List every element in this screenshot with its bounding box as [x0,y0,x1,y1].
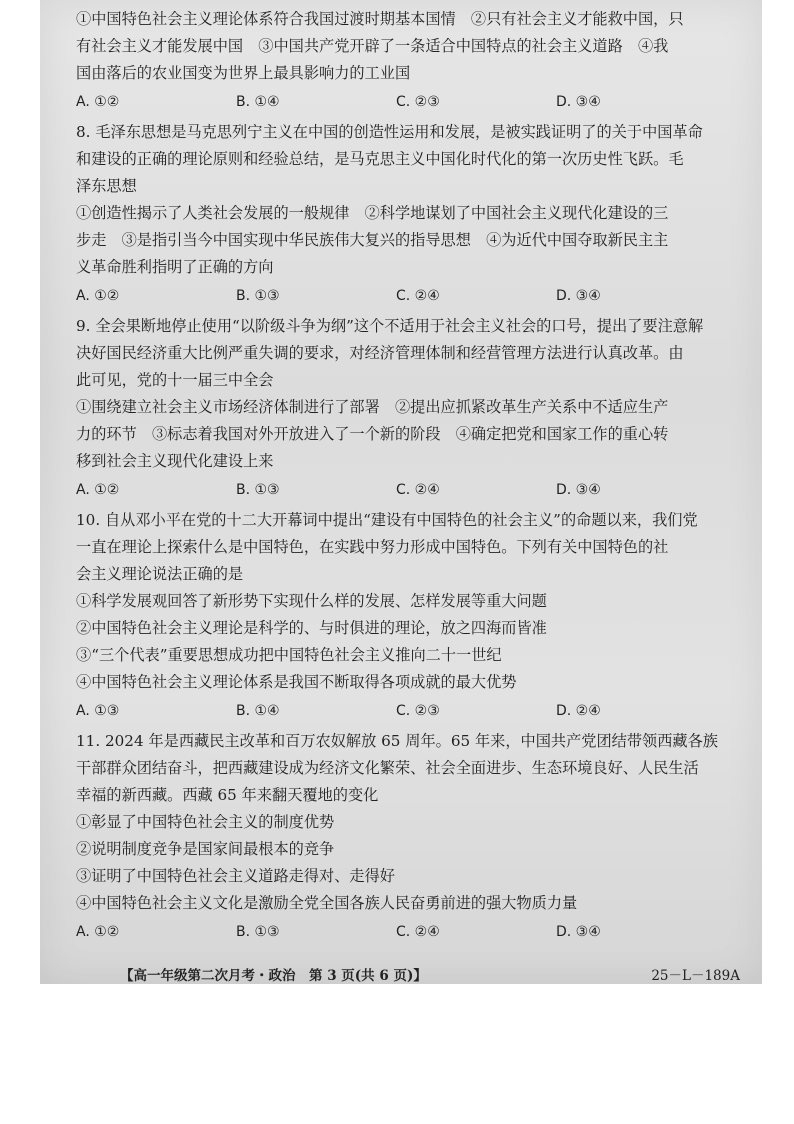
question-10 [76,507,746,724]
option-d: D. ②④ [556,703,601,719]
question-line: ①科学发展观回答了新形势下实现什么样的发展、怎样发展等重大问题 [76,592,547,610]
question-line: 移到社会主义现代化建设上来 [76,452,274,470]
question-line: 决好国民经济重大比例严重失调的要求，对经济管理体制和经营管理方法进行认真改革。由 [76,344,684,362]
option-d: D. ③④ [556,482,601,498]
option-b: B. ①④ [236,94,280,110]
question-line: 幸福的新西藏。西藏 65 年来翻天覆地的变化 [76,786,379,804]
option-b: B. ①③ [236,482,280,498]
option-a: A. ①② [76,94,120,110]
question-7-continued [76,6,746,115]
question-line: ①彰显了中国特色社会主义的制度优势 [76,813,335,831]
question-line: 步走 ③是指引当今中国实现中华民族伟大复兴的指导思想 ④为近代中国夺取新民主主 [76,231,669,249]
option-c: C. ②③ [396,703,440,719]
question-line: 11. 2024 年是西藏民主改革和百万农奴解放 65 周年。65 年来，中国共产党团结带领西藏各族 [76,732,718,750]
question-line: 国由落后的农业国变为世界上最具影响力的工业国 [76,64,411,82]
question-line: ③“三个代表”重要思想成功把中国特色社会主义推向二十一世纪 [76,646,502,664]
option-c: C. ②④ [396,924,440,940]
question-line: 一直在理论上探索什么是中国特色，在实践中努力形成中国特色。下列有关中国特色的社 [76,538,669,556]
option-c: C. ②④ [396,482,440,498]
question-line: ①中国特色社会主义理论体系符合我国过渡时期基本国情 ②只有社会主义才能救中国，只 [76,10,684,28]
question-9 [76,313,746,503]
option-b: B. ①③ [236,288,280,304]
option-b: B. ①④ [236,703,280,719]
footer-title: 【高一年级第二次月考・政治 第 3 页(共 6 页)】 [120,968,427,984]
question-11 [76,728,746,945]
option-a: A. ①② [76,288,120,304]
question-line: 会主义理论说法正确的是 [76,565,244,583]
question-line: ③证明了中国特色社会主义道路走得对、走得好 [76,867,395,885]
question-line: ①围绕建立社会主义市场经济体制进行了部署 ②提出应抓紧改革生产关系中不适应生产 [76,398,669,416]
answer-options [76,283,716,309]
question-line: 义革命胜利指明了正确的方向 [76,258,274,276]
question-line: 此可见，党的十一届三中全会 [76,371,274,389]
option-a: A. ①② [76,924,120,940]
answer-options [76,89,716,115]
answer-options [76,477,716,503]
option-a: A. ①② [76,482,120,498]
answer-options [76,698,716,724]
question-line: 有社会主义才能发展中国 ③中国共产党开辟了一条适合中国特点的社会主义道路 ④我 [76,37,669,55]
question-line: ④中国特色社会主义文化是激励全党全国各族人民奋勇前进的强大物质力量 [76,894,578,912]
option-a: A. ①③ [76,703,120,719]
question-line: ②中国特色社会主义理论是科学的、与时俱进的理论，放之四海而皆准 [76,619,547,637]
question-line: 干部群众团结奋斗，把西藏建设成为经济文化繁荣、社会全面进步、生态环境良好、人民生活 [76,759,699,777]
page-content [76,6,746,949]
question-8 [76,119,746,309]
option-c: C. ②④ [396,288,440,304]
footer-code: 25－L－189A [651,968,740,984]
question-line: 10. 自从邓小平在党的十二大开幕词中提出“建设有中国特色的社会主义”的命题以来，我们党 [76,511,698,529]
option-d: D. ③④ [556,94,601,110]
option-c: C. ②③ [396,94,440,110]
question-line: 8. 毛泽东思想是马克思列宁主义在中国的创造性运用和发展，是被实践证明了的关于中国革命 [76,123,703,141]
question-line: 力的环节 ③标志着我国对外开放进入了一个新的阶段 ④确定把党和国家工作的重心转 [76,425,669,443]
question-line: 9. 全会果断地停止使用“以阶级斗争为纲”这个不适用于社会主义社会的口号，提出了要注意解 [76,317,704,335]
question-line: 泽东思想 [76,177,137,195]
question-line: ④中国特色社会主义理论体系是我国不断取得各项成就的最大优势 [76,673,517,691]
option-d: D. ③④ [556,924,601,940]
answer-options [76,919,716,945]
option-b: B. ①③ [236,924,280,940]
page-footer [120,964,740,984]
question-line: ①创造性揭示了人类社会发展的一般规律 ②科学地谋划了中国社会主义现代化建设的三 [76,204,669,222]
option-d: D. ③④ [556,288,601,304]
question-line: ②说明制度竞争是国家间最根本的竞争 [76,840,335,858]
question-line: 和建设的正确的理论原则和经验总结，是马克思主义中国化时代化的第一次历史性飞跃。毛 [76,150,684,168]
